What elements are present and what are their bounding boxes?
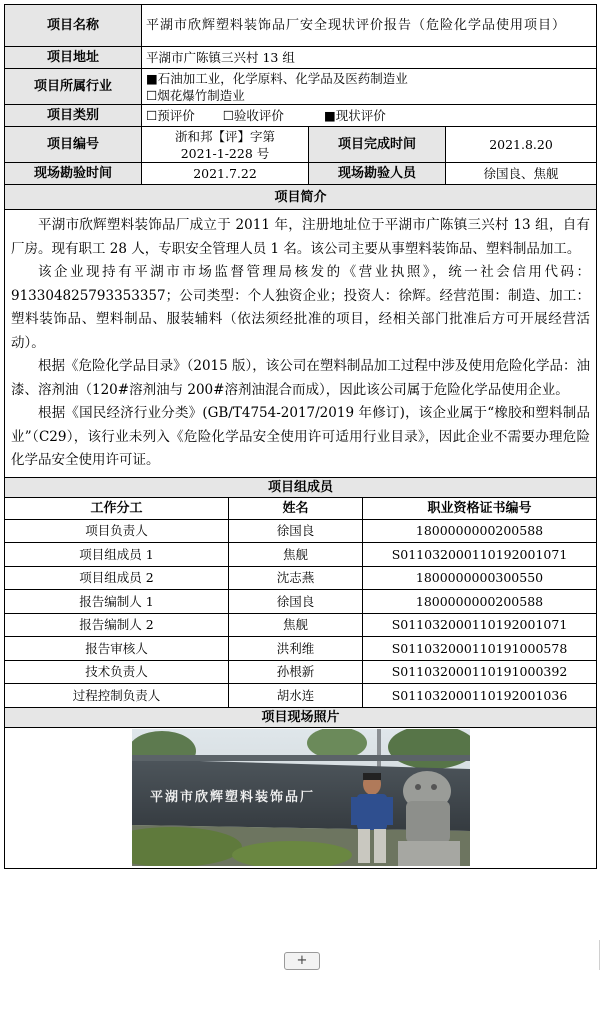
project-type-options — [142, 105, 597, 127]
table-row — [5, 519, 597, 543]
type-option-current: ■现状评价 — [323, 108, 386, 123]
member-role: 项目组成员 2 — [5, 566, 229, 590]
member-cert: S011032000110192001071 — [363, 543, 597, 567]
member-role: 报告审核人 — [5, 637, 229, 661]
survey-time-value: 2021.7.22 — [142, 163, 309, 185]
survey-person-value: 徐国良、焦舰 — [446, 163, 597, 185]
table-row — [5, 637, 597, 661]
table-row — [5, 684, 597, 708]
members-header-name: 姓名 — [229, 497, 363, 519]
project-done-value: 2021.8.20 — [446, 127, 597, 163]
project-code-value — [142, 127, 309, 163]
industry-option-chemical: ■石油加工业，化学原料、化学品及医药制造业 — [146, 70, 408, 86]
project-address-value: 平湖市广陈镇三兴村 13 组 — [142, 47, 597, 69]
member-cert: 1800000000300550 — [363, 566, 597, 590]
member-role: 报告编制人 2 — [5, 613, 229, 637]
report-sheet — [4, 4, 596, 869]
intro-paragraph-4: 根据《国民经济行业分类》(GB/T4754-2017/2019 年修订)，该企业属于“橡胶和塑料制品业”（C29），该行业未列入《危险化学品安全使用许可适用行业目录》，因此企业不需要办理危险化学品安全使用许可证。 — [11, 405, 591, 468]
scrollbar-track — [599, 940, 600, 970]
intro-paragraph-3: 根据《危险化学品目录》（2015 版），该公司在塑料制品加工过程中涉及使用危险化学品：油漆、溶剂油（120#溶剂油与 200#溶剂油混合而成），因此该公司属于危险化学品使用企业。 — [11, 358, 591, 398]
member-cert: S011032000110191000392 — [363, 660, 597, 684]
table-row — [5, 590, 597, 614]
members-title: 项目组成员 — [5, 477, 597, 497]
photo-title: 项目现场照片 — [5, 707, 597, 727]
site-photo-image — [132, 729, 470, 866]
member-cert: 1800000000200588 — [363, 519, 597, 543]
member-role: 报告编制人 1 — [5, 590, 229, 614]
member-name: 沈志燕 — [229, 566, 363, 590]
industry-option-fireworks: ☐烟花爆竹制造业 — [146, 87, 245, 103]
member-name: 徐国良 — [229, 519, 363, 543]
member-role: 项目组成员 1 — [5, 543, 229, 567]
project-industry-label: 项目所属行业 — [5, 69, 142, 105]
site-photo — [132, 729, 470, 866]
member-name: 洪利维 — [229, 637, 363, 661]
table-row — [5, 613, 597, 637]
members-table — [4, 477, 597, 869]
intro-title: 项目简介 — [5, 185, 597, 210]
member-cert: S011032000110192001071 — [363, 613, 597, 637]
intro-paragraph-2: 该企业现持有平湖市市场监督管理局核发的《营业执照》，统一社会信用代码：913304825793353357；公司类型：个人独资企业；投资人：徐辉。经营范围：制造、加工：塑料装饰品、塑料制品、服装辅料（依法须经批准的项目，经相关部门批准后方可开展经营活动）。 — [11, 264, 591, 351]
member-role: 技术负责人 — [5, 660, 229, 684]
project-type-label: 项目类别 — [5, 105, 142, 127]
member-role: 项目负责人 — [5, 519, 229, 543]
intro-body — [5, 210, 597, 478]
survey-time-label: 现场勘验时间 — [5, 163, 142, 185]
member-role: 过程控制负责人 — [5, 684, 229, 708]
member-name: 孙根新 — [229, 660, 363, 684]
member-name: 焦舰 — [229, 613, 363, 637]
project-address-label: 项目地址 — [5, 47, 142, 69]
type-option-acceptance: ☐验收评价 — [222, 108, 284, 123]
survey-person-label: 现场勘验人员 — [309, 163, 446, 185]
members-header-cert: 职业资格证书编号 — [363, 497, 597, 519]
project-code-label: 项目编号 — [5, 127, 142, 163]
project-info-table — [4, 4, 597, 478]
type-option-pre: ☐预评价 — [146, 108, 195, 123]
project-name-label: 项目名称 — [5, 5, 142, 47]
member-cert: 1800000000200588 — [363, 590, 597, 614]
members-header-role: 工作分工 — [5, 497, 229, 519]
table-row — [5, 566, 597, 590]
member-name: 徐国良 — [229, 590, 363, 614]
member-cert: S011032000110192001036 — [363, 684, 597, 708]
project-done-label: 项目完成时间 — [309, 127, 446, 163]
project-industry-options — [142, 69, 597, 105]
add-button[interactable]: + — [284, 952, 320, 970]
table-row — [5, 660, 597, 684]
member-cert: S011032000110191000578 — [363, 637, 597, 661]
project-name-value: 平湖市欣辉塑料装饰品厂安全现状评价报告（危险化学品使用项目） — [142, 5, 597, 47]
member-name: 焦舰 — [229, 543, 363, 567]
intro-paragraph-1: 平湖市欣辉塑料装饰品厂成立于 2011 年，注册地址位于平湖市广陈镇三兴村 13 组，自有厂房。现有职工 28 人，专职安全管理人员 1 名。该公司主要从事塑料装饰品、塑料制品加工。 — [11, 217, 591, 257]
member-name: 胡水连 — [229, 684, 363, 708]
wall-sign-text: 平湖市欣辉塑料装饰品厂 — [149, 790, 315, 805]
photo-cell — [5, 727, 597, 868]
project-code-line2: 2021-1-228 号 — [180, 145, 270, 161]
table-row — [5, 543, 597, 567]
project-code-line1: 浙和邦【评】字第 — [174, 128, 275, 144]
